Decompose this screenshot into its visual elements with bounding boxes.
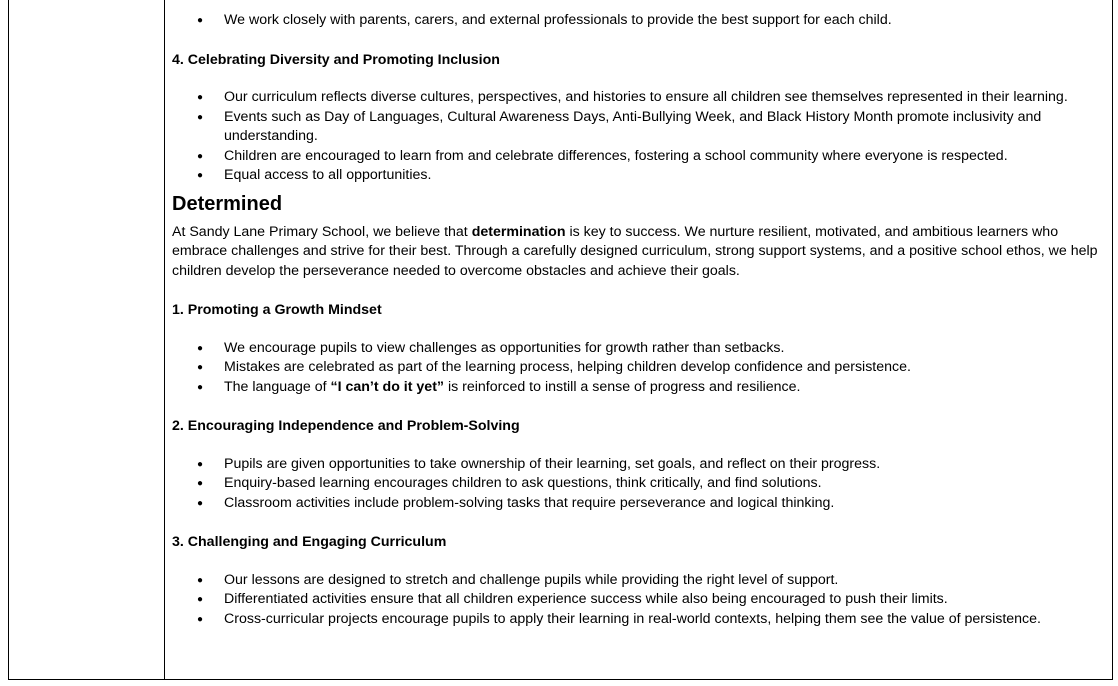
list-item [172, 378, 1106, 398]
diversity-bullet-list [172, 88, 1106, 186]
list-item: ● Events such as Day of Languages, Cultural Awareness Days, Anti-Bullying Week, and Black History Month promote inclusivity and understanding. [172, 108, 1098, 147]
list-item-text: is reinforced to instill a sense of progress and resilience. [444, 378, 801, 395]
list-item: ● Mistakes are celebrated as part of the learning process, helping children develop confidence and persistence. [172, 358, 1106, 378]
document-table [8, 0, 1113, 680]
list-item: ● Our lessons are designed to stretch and challenge pupils while providing the right level of support. [172, 571, 1106, 591]
section-heading-curriculum: 3. Challenging and Engaging Curriculum [172, 534, 447, 550]
determined-intro-paragraph [172, 223, 1106, 282]
section-heading-diversity: 4. Celebrating Diversity and Promoting Inclusion [172, 51, 500, 68]
intro-text: At Sandy Lane Primary School, we believe that [172, 223, 472, 240]
independence-bullet-list [172, 455, 1106, 514]
curriculum-bullet-list [172, 571, 1106, 630]
content-cell [165, 0, 1112, 679]
left-column-cell [9, 0, 165, 679]
list-item: ● We encourage pupils to view challenges as opportunities for growth rather than setbacks. [172, 339, 1106, 359]
list-item: ● Children are encouraged to learn from and celebrate differences, fostering a school community where everyone is respected. [172, 147, 1098, 167]
list-item: ● Equal access to all opportunities. [172, 166, 1098, 186]
list-item: ● Our curriculum reflects diverse cultures, perspectives, and histories to ensure all children see themselves represented in their learning. [172, 88, 1098, 108]
intro-bullet-list [172, 11, 1106, 31]
intro-text: is key to success. We nurture resilient, motivated, and ambitious learners who embrace challenges and strive for their best. Through a carefully designed curriculum, strong support systems, and a positive school ethos, we help children develop the perseverance needed to overcome obstacles and achieve their goals. [172, 223, 1098, 279]
list-item: ● Enquiry-based learning encourages children to ask questions, think critically, and find solutions. [172, 474, 1106, 494]
section-heading-independence: 2. Encouraging Independence and Problem-Solving [172, 418, 520, 434]
section-heading-growth-mindset: 1. Promoting a Growth Mindset [172, 302, 382, 318]
list-item: ● Pupils are given opportunities to take ownership of their learning, set goals, and reflect on their progress. [172, 455, 1106, 475]
section-title-determined: Determined [172, 192, 283, 215]
list-item: ● We work closely with parents, carers, and external professionals to provide the best support for each child. [172, 11, 1106, 31]
list-item: ● Classroom activities include problem-solving tasks that require perseverance and logical thinking. [172, 494, 1106, 514]
list-item-emphasis: “I can’t do it yet” [330, 378, 445, 395]
growth-bullet-list [172, 339, 1106, 398]
list-item: ● Differentiated activities ensure that all children experience success while also being encouraged to push their limits. [172, 590, 1106, 610]
intro-emphasis: determination [471, 223, 566, 240]
list-item-text: The language of [224, 378, 331, 395]
list-item: ● Cross-curricular projects encourage pupils to apply their learning in real-world contexts, helping them see the value of persistence. [172, 610, 1106, 630]
